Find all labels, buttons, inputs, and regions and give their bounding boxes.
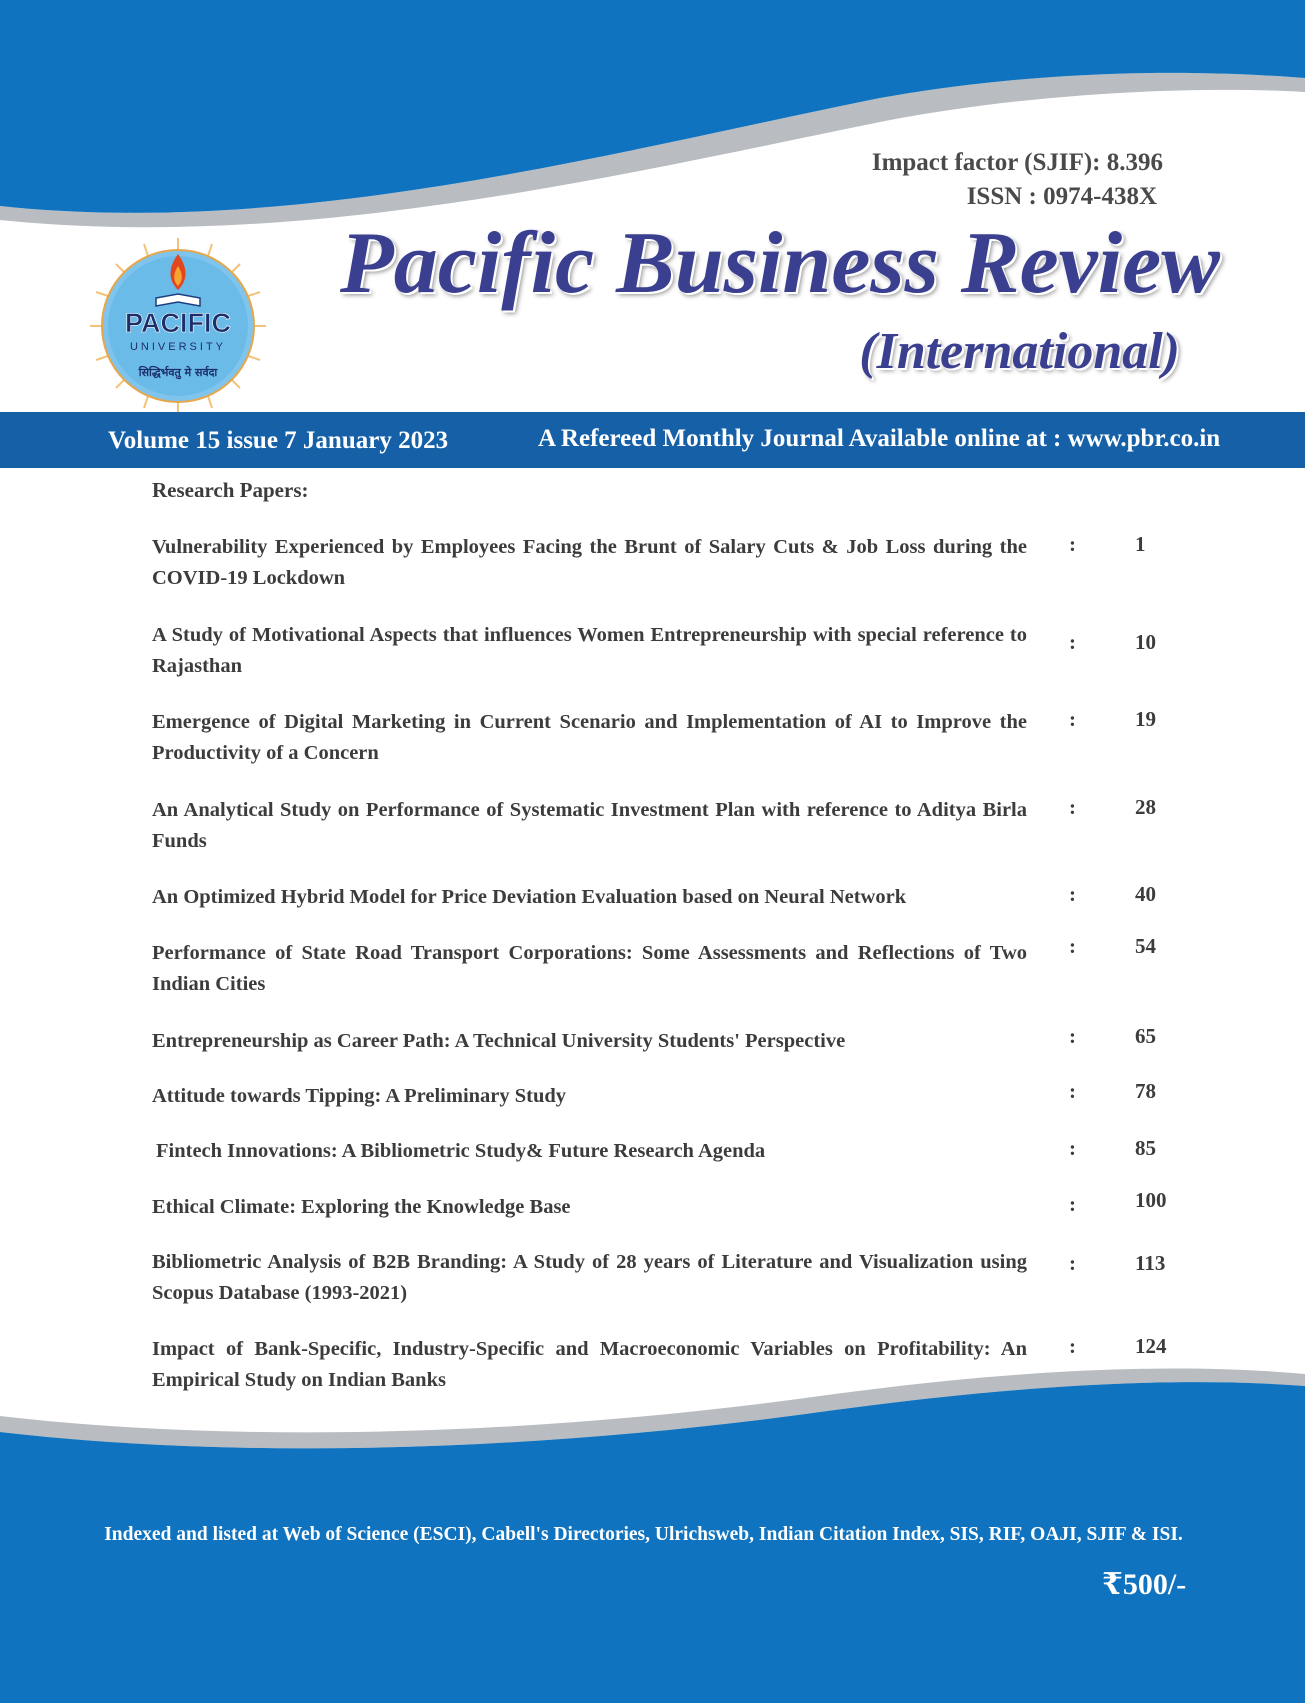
logo-tagline: UNIVERSITY xyxy=(129,341,227,353)
toc-colon: : xyxy=(1069,1024,1076,1048)
toc-title: Attitude towards Tipping: A Preliminary Study xyxy=(152,1085,567,1107)
toc-page: 40 xyxy=(1135,882,1156,906)
toc-page: 1 xyxy=(1135,532,1146,556)
logo-motto: सिद्धिर्भवतु मे सर्वदा xyxy=(138,366,218,379)
toc-colon: : xyxy=(1069,1136,1076,1160)
toc-title: Entrepreneurship as Career Path: A Technical University Students' Perspective xyxy=(152,1030,846,1052)
toc-page: 124 xyxy=(1135,1334,1167,1358)
toc-item[interactable] xyxy=(152,532,1172,596)
toc-colon: : xyxy=(1069,1251,1076,1275)
toc-colon: : xyxy=(1069,1334,1076,1358)
toc-title: Impact of Bank-Specific, Industry-Specific and Macroeconomic Variables on Profitability: An Empirical Study on Indian Banks xyxy=(152,1338,1027,1391)
toc-title: An Analytical Study on Performance of Systematic Investment Plan with reference to Aditya Birla Funds xyxy=(152,799,1027,852)
toc-colon: : xyxy=(1069,882,1076,906)
indexing-note: Indexed and listed at Web of Science (ESCI), Cabell's Directories, Ulrichsweb, Indian Citation Index, SIS, RIF, OAJI, SJIF & ISI. xyxy=(104,1524,1183,1545)
journal-meta xyxy=(872,148,1163,212)
journal-tagline: A Refereed Monthly Journal Available online at : www.pbr.co.in xyxy=(538,425,1221,452)
impact-factor: Impact factor (SJIF): 8.396 xyxy=(871,149,1163,176)
toc-colon: : xyxy=(1069,795,1076,819)
toc-item[interactable] xyxy=(152,882,1172,946)
toc-colon: : xyxy=(1069,532,1076,556)
toc-item[interactable] xyxy=(152,707,1172,771)
toc-title: Emergence of Digital Marketing in Current Scenario and Implementation of AI to Improve the Productivity of a Concern xyxy=(152,711,1027,764)
toc-title: Performance of State Road Transport Corporations: Some Assessments and Reflections of Two Indian Cities xyxy=(152,942,1027,995)
price: ₹500/- xyxy=(1102,1568,1187,1601)
toc-page: 54 xyxy=(1135,934,1156,958)
toc-item[interactable] xyxy=(152,620,1172,684)
toc-title: Ethical Climate: Exploring the Knowledge Base xyxy=(152,1196,571,1218)
toc-title: An Optimized Hybrid Model for Price Deviation Evaluation based on Neural Network xyxy=(152,886,907,908)
toc-item[interactable] xyxy=(152,934,1172,1002)
toc-colon: : xyxy=(1069,1192,1076,1216)
journal-title: Pacific Business Review xyxy=(340,215,1220,312)
toc-item[interactable] xyxy=(152,795,1172,859)
toc-colon: : xyxy=(1069,707,1076,731)
journal-subtitle: (International) xyxy=(859,323,1180,380)
toc-item[interactable] xyxy=(152,1136,1172,1200)
toc-page: 85 xyxy=(1135,1136,1156,1160)
toc-title: Bibliometric Analysis of B2B Branding: A Study of 28 years of Literature and Visualization using Scopus Database (1993-2021) xyxy=(152,1251,1027,1304)
toc-page: 100 xyxy=(1135,1188,1167,1212)
toc-page: 78 xyxy=(1135,1079,1156,1103)
toc-page: 19 xyxy=(1135,707,1156,731)
pacific-university-logo xyxy=(88,236,268,416)
toc-page: 113 xyxy=(1135,1251,1166,1275)
toc-page: 28 xyxy=(1135,795,1156,819)
toc-colon: : xyxy=(1069,934,1076,958)
issn: ISSN : 0974-438X xyxy=(966,183,1157,210)
toc-colon: : xyxy=(1069,1079,1076,1103)
logo-name: PACIFIC xyxy=(125,308,231,338)
toc-colon: : xyxy=(1069,630,1076,654)
section-label: Research Papers: xyxy=(152,478,309,502)
toc-title: A Study of Motivational Aspects that influences Women Entrepreneurship with special reference to Rajasthan xyxy=(152,624,1027,677)
toc-item[interactable] xyxy=(152,1247,1172,1311)
toc-item[interactable] xyxy=(152,1334,1172,1398)
toc-page: 65 xyxy=(1135,1024,1156,1048)
toc-page: 10 xyxy=(1135,630,1156,654)
volume-issue: Volume 15 issue 7 January 2023 xyxy=(108,427,449,454)
toc-title: Fintech Innovations: A Bibliometric Study& Future Research Agenda xyxy=(156,1140,766,1162)
toc-title: Vulnerability Experienced by Employees Facing the Brunt of Salary Cuts & Job Loss during the COVID-19 Lockdown xyxy=(152,536,1027,589)
